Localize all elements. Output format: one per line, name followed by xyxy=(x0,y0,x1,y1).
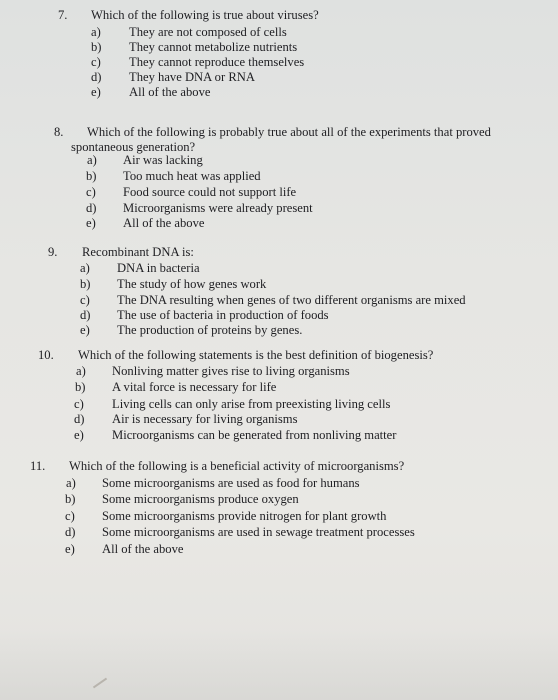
option-text: DNA in bacteria xyxy=(117,261,200,275)
option-letter: d) xyxy=(74,412,85,426)
option-text: The DNA resulting when genes of two different organisms are mixed xyxy=(117,293,466,307)
option-text: They cannot reproduce themselves xyxy=(129,55,305,69)
option-letter: b) xyxy=(65,492,76,506)
question-number: 10. xyxy=(38,348,54,362)
option-text: Some microorganisms are used as food for humans xyxy=(102,476,360,490)
option-letter: e) xyxy=(91,85,101,99)
option-letter: b) xyxy=(91,40,102,54)
option-text: They are not composed of cells xyxy=(129,25,287,39)
option-text: Food source could not support life xyxy=(123,185,297,199)
option-letter: e) xyxy=(65,542,75,556)
option-text: Microorganisms can be generated from nonliving matter xyxy=(112,428,397,442)
option-letter: a) xyxy=(80,261,90,275)
question-stem xyxy=(78,348,433,363)
option-text: Nonliving matter gives rise to living organisms xyxy=(112,364,350,378)
option-text: Some microorganisms provide nitrogen for plant growth xyxy=(102,509,387,523)
question-8 xyxy=(54,125,544,235)
option-letter: e) xyxy=(80,323,90,337)
option-letter: a) xyxy=(87,153,97,167)
option-text: Too much heat was applied xyxy=(123,169,261,183)
option-text: Some microorganisms are used in sewage treatment processes xyxy=(102,525,415,539)
option-letter: d) xyxy=(86,201,97,215)
question-number: 8. xyxy=(54,125,64,139)
option-letter: c) xyxy=(91,55,101,69)
option-text: They have DNA or RNA xyxy=(129,70,255,84)
option-letter: a) xyxy=(91,25,101,39)
option-text: All of the above xyxy=(123,216,205,230)
question-stem xyxy=(82,245,194,260)
option-text: Some microorganisms produce oxygen xyxy=(102,492,299,506)
stem-line: Which of the following is probably true about all of the experiments that proved xyxy=(87,125,491,139)
option-letter: c) xyxy=(65,509,75,523)
question-stem xyxy=(69,459,404,474)
option-text: Microorganisms were already present xyxy=(123,201,313,215)
option-text: The study of how genes work xyxy=(117,277,267,291)
stem-line: Which of the following is a beneficial activity of microorganisms? xyxy=(69,459,405,473)
option-text: The use of bacteria in production of foods xyxy=(117,308,329,322)
stem-line: Recombinant DNA is: xyxy=(82,245,194,259)
option-letter: a) xyxy=(66,476,76,490)
option-text: All of the above xyxy=(102,542,184,556)
option-text: The production of proteins by genes. xyxy=(117,323,303,337)
question-9 xyxy=(48,245,538,345)
option-letter: d) xyxy=(91,70,102,84)
option-text: Air was lacking xyxy=(123,153,203,167)
option-letter: d) xyxy=(65,525,76,539)
stem-line: Which of the following is true about viruses? xyxy=(91,8,319,22)
option-text: They cannot metabolize nutrients xyxy=(129,40,298,54)
page-shadow xyxy=(0,630,558,700)
option-text: Air is necessary for living organisms xyxy=(112,412,298,426)
option-letter: b) xyxy=(80,277,91,291)
option-letter: c) xyxy=(86,185,96,199)
option-letter: b) xyxy=(75,380,86,394)
question-7 xyxy=(58,8,538,108)
option-text: All of the above xyxy=(129,85,211,99)
option-letter: c) xyxy=(74,397,84,411)
pencil-mark xyxy=(93,678,107,689)
question-number: 7. xyxy=(58,8,68,22)
option-letter: e) xyxy=(86,216,96,230)
option-letter: b) xyxy=(86,169,97,183)
option-letter: c) xyxy=(80,293,90,307)
question-11 xyxy=(30,459,540,564)
option-text: Living cells can only arise from preexisting living cells xyxy=(112,397,391,411)
stem-line: spontaneous generation? xyxy=(71,139,196,154)
question-10 xyxy=(38,348,538,448)
question-number: 9. xyxy=(48,245,58,259)
question-stem xyxy=(91,8,319,23)
option-letter: e) xyxy=(74,428,84,442)
stem-line: Which of the following statements is the best definition of biogenesis? xyxy=(78,348,434,362)
question-number: 11. xyxy=(30,459,46,473)
option-text: A vital force is necessary for life xyxy=(112,380,277,394)
option-letter: d) xyxy=(80,308,91,322)
option-letter: a) xyxy=(76,364,86,378)
question-stem xyxy=(71,125,491,154)
